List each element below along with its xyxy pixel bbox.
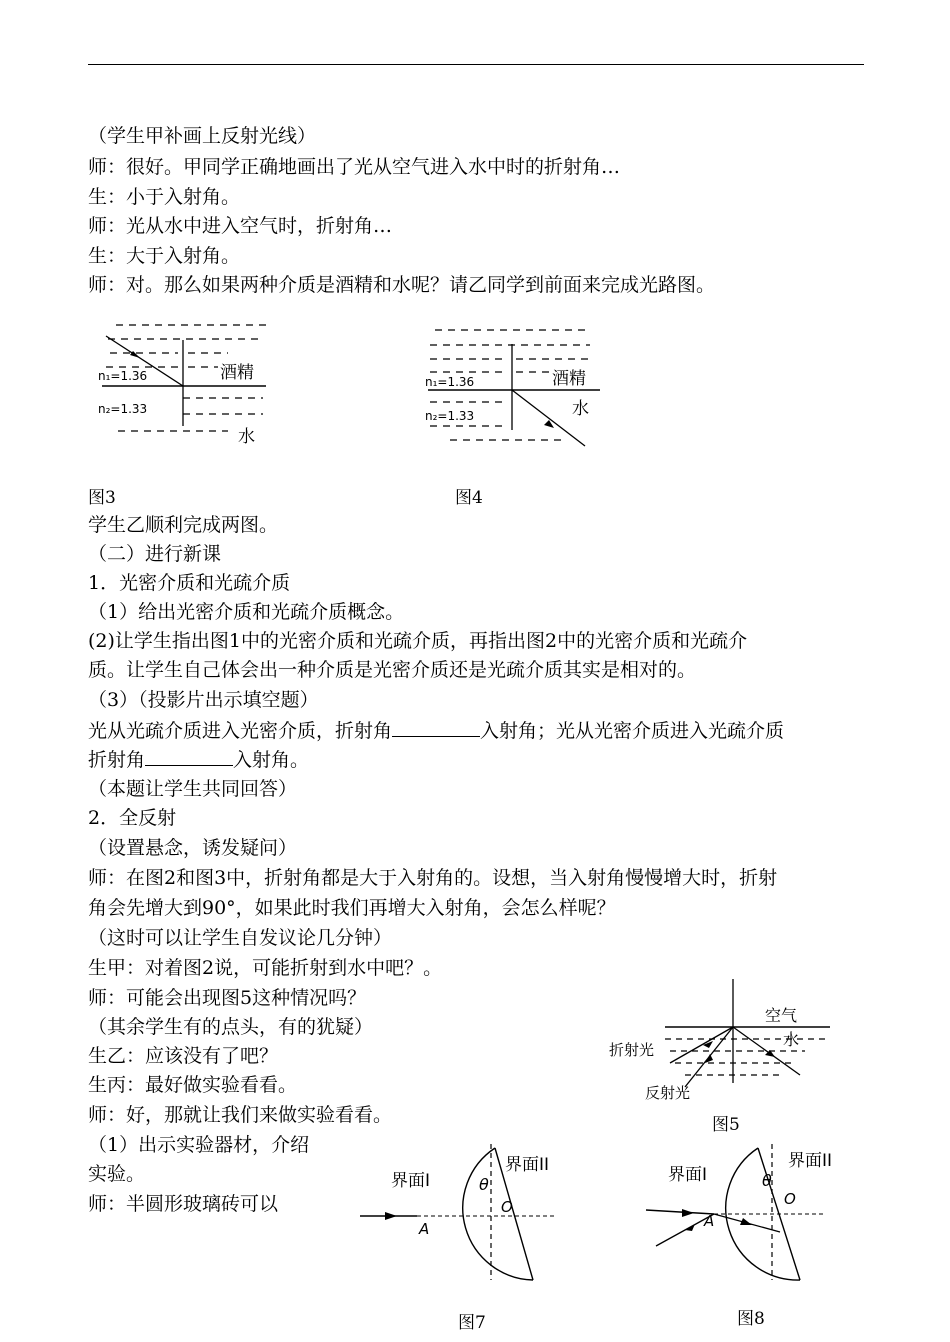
text-line: （1）出示实验器材，介绍 xyxy=(88,1134,310,1156)
text-line: 师：半圆形玻璃砖可以 xyxy=(88,1193,279,1215)
point-a-label: A xyxy=(419,1220,430,1238)
answer-blank[interactable] xyxy=(392,718,480,737)
interface-2-label: 界面II xyxy=(505,1155,550,1175)
text-line: 师：很好。甲同学正确地画出了光从空气进入水中时的折射角… xyxy=(88,156,621,178)
fill-blank-line xyxy=(88,747,309,772)
text-line: （设置悬念，诱发疑问） xyxy=(88,837,298,859)
interface-1-label: 界面I xyxy=(391,1171,431,1191)
text-line: 师：在图2和图3中，折射角都是大于入射角的。设想，当入射角慢慢增大时，折射 xyxy=(88,867,778,889)
text-line: 2．全反射 xyxy=(88,807,177,829)
fill-text-before: 折射角 xyxy=(88,749,146,771)
text-line: 生乙：应该没有了吧？ xyxy=(88,1045,279,1067)
fill-blank-line xyxy=(88,718,784,743)
text-line: （二）进行新课 xyxy=(88,543,222,565)
text-line: (2)让学生指出图1中的光密介质和光疏介质，再指出图2中的光密介质和光疏介 xyxy=(88,630,748,652)
figure-3-caption: 图3 xyxy=(88,488,116,508)
n1-label: n₁=1.36 xyxy=(98,369,148,383)
figure-4-diagram xyxy=(420,322,615,457)
text-line: 生丙：最好做实验看看。 xyxy=(88,1074,298,1096)
text-line: 师：好，那就让我们来做实验看看。 xyxy=(88,1104,393,1126)
text-line: 生：大于入射角。 xyxy=(88,245,241,267)
text-line: 生甲：对着图2说，可能折射到水中吧？。 xyxy=(88,957,443,979)
water-label: 水 xyxy=(572,399,589,419)
header-rule xyxy=(88,64,864,65)
n1-label: n₁=1.36 xyxy=(425,375,475,389)
text-line: 质。让学生自己体会出一种介质是光密介质还是光疏介质其实是相对的。 xyxy=(88,659,697,681)
figure-3-diagram xyxy=(88,318,273,453)
text-line: 师：光从水中进入空气时，折射角… xyxy=(88,215,393,237)
text-line: （这时可以让学生自发议论几分钟） xyxy=(88,927,393,949)
text-line: 1．光密介质和光疏介质 xyxy=(88,572,291,594)
figure-5-diagram xyxy=(605,975,835,1105)
figure-5-caption: 图5 xyxy=(712,1115,740,1135)
point-a-label: A xyxy=(704,1212,715,1230)
water-label: 水 xyxy=(783,1030,800,1049)
reflected-light-label: 反射光 xyxy=(645,1084,691,1102)
text-line: （其余学生有的点头，有的犹疑） xyxy=(88,1016,374,1038)
text-line: （本题让学生共同回答） xyxy=(88,778,298,800)
text-line: 师：可能会出现图5这种情况吗？ xyxy=(88,987,367,1009)
n2-label: n₂=1.33 xyxy=(98,402,148,416)
text-line: 实验。 xyxy=(88,1163,146,1185)
point-o-label: O xyxy=(501,1198,513,1216)
figure-7-caption: 图7 xyxy=(458,1313,486,1333)
interface-1-label: 界面I xyxy=(668,1165,708,1185)
fill-text-after: 入射角；光从光密介质进入光疏介质 xyxy=(480,720,785,742)
refracted-light-label: 折射光 xyxy=(609,1041,655,1059)
figure-4-caption: 图4 xyxy=(455,488,483,508)
theta-label: θ xyxy=(479,1175,489,1194)
interface-2-label: 界面II xyxy=(788,1151,833,1171)
text-line: （3）（投影片出示填空题） xyxy=(88,689,319,711)
figure-8-diagram xyxy=(640,1140,865,1290)
figure-8-caption: 图8 xyxy=(737,1309,765,1329)
air-label: 空气 xyxy=(765,1006,798,1025)
point-o-label: O xyxy=(784,1190,796,1208)
alcohol-label: 酒精 xyxy=(552,369,586,389)
fill-text-before: 光从光疏介质进入光密介质，折射角 xyxy=(88,720,393,742)
alcohol-label: 酒精 xyxy=(220,363,254,383)
text-line: 生：小于入射角。 xyxy=(88,186,241,208)
text-line: 师：对。那么如果两种介质是酒精和水呢？请乙同学到前面来完成光路图。 xyxy=(88,274,716,296)
text-line: （学生甲补画上反射光线） xyxy=(88,125,317,147)
text-line: 角会先增大到90°，如果此时我们再增大入射角，会怎么样呢？ xyxy=(88,897,616,919)
answer-blank[interactable] xyxy=(145,747,233,766)
theta-label: θ xyxy=(762,1171,772,1190)
text-line: 学生乙顺利完成两图。 xyxy=(88,514,279,536)
text-line: （1）给出光密介质和光疏介质概念。 xyxy=(88,601,405,623)
water-label: 水 xyxy=(238,427,255,447)
fill-text-after: 入射角。 xyxy=(233,749,310,771)
figure-7-diagram xyxy=(355,1140,595,1290)
n2-label: n₂=1.33 xyxy=(425,409,475,423)
